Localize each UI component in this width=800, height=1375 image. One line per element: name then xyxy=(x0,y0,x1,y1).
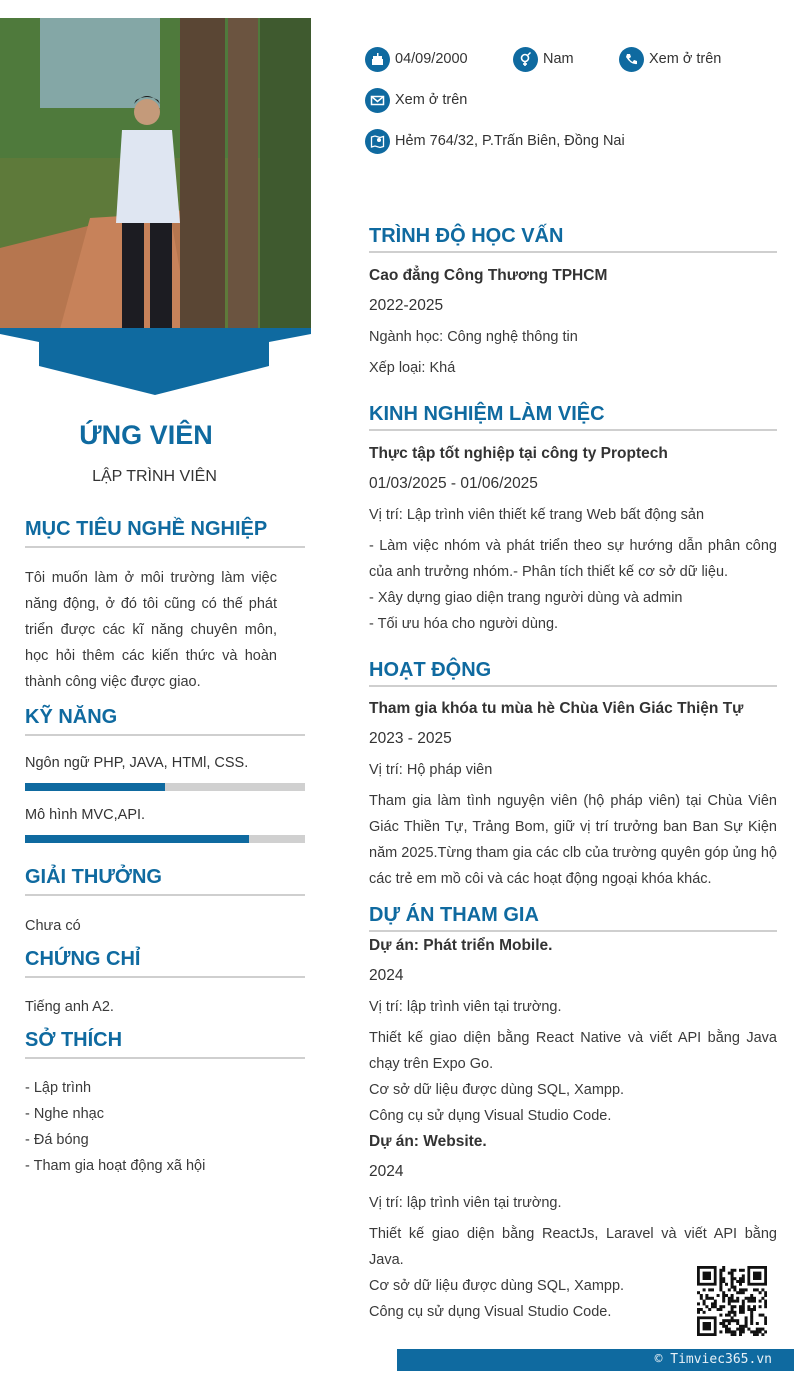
education-period: 2022-2025 xyxy=(369,297,444,314)
activity-name: Tham gia khóa tu mùa hè Chùa Viên Giác Thiện Tự xyxy=(369,700,744,717)
experience-detail: - Tối ưu hóa cho người dùng. xyxy=(369,616,559,632)
experience-detail: - Làm việc nhóm và phát triển theo sự hướng dẫn phân công của anh trưởng nhóm.- Phân tích thiết kế cơ sở dữ liệu. xyxy=(369,538,777,580)
experience-section xyxy=(369,401,777,637)
qr-code xyxy=(697,1266,767,1336)
contact-email xyxy=(365,87,467,113)
project-position: Vị trí: lập trình viên tại trường. xyxy=(369,999,562,1015)
cake-icon xyxy=(365,47,390,72)
certificates-text: Tiếng anh A2. xyxy=(25,999,114,1015)
education-major: Ngành học: Công nghệ thông tin xyxy=(369,329,578,345)
education-title: TRÌNH ĐỘ HỌC VẤN xyxy=(369,223,777,253)
activity-period: 2023 - 2025 xyxy=(369,730,452,747)
skill-name: Mô hình MVC,API. xyxy=(25,807,146,823)
experience-detail: - Xây dựng giao diện trang người dùng và admin xyxy=(369,590,683,606)
contact-gender xyxy=(513,46,574,72)
skill-name: Ngôn ngữ PHP, JAVA, HTMl, CSS. xyxy=(25,755,249,771)
project-name: Dự án: Website. xyxy=(369,1133,487,1150)
phone-icon xyxy=(619,47,644,72)
map-pin-icon xyxy=(365,129,390,154)
hobby-item: - Nghe nhạc xyxy=(25,1106,104,1122)
gender-icon xyxy=(513,47,538,72)
phone-text: Xem ở trên xyxy=(649,51,722,67)
skill-bar-fill xyxy=(25,835,249,843)
contact-birthday xyxy=(365,46,468,72)
hobby-item: - Tham gia hoạt động xã hội xyxy=(25,1158,206,1174)
skill-item xyxy=(25,805,305,843)
activities-title: HOẠT ĐỘNG xyxy=(369,657,777,687)
candidate-job-title: LẬP TRÌNH VIÊN xyxy=(92,468,217,485)
footer-bar xyxy=(397,1349,794,1371)
activities-section xyxy=(369,657,777,892)
project-line: Thiết kế giao diện bằng ReactJs, Laravel và viết API bằng Java. xyxy=(369,1226,777,1268)
project-line: Cơ sở dữ liệu được dùng SQL, Xampp. xyxy=(369,1278,625,1294)
contact-phone xyxy=(619,46,721,72)
education-school: Cao đẳng Công Thương TPHCM xyxy=(369,267,608,284)
project-year: 2024 xyxy=(369,967,404,984)
project-year: 2024 xyxy=(369,1163,404,1180)
experience-company: Thực tập tốt nghiệp tại công ty Proptech xyxy=(369,445,668,462)
objective-text: Tôi muốn làm ở môi trường làm việc năng động, ở đó tôi cũng có thế phát triển được các kĩ năng chuyên môn, học hỏi thêm các kiến thức và hoàn thành công việc được giao. xyxy=(25,570,277,690)
projects-title: DỰ ÁN THAM GIA xyxy=(369,902,777,932)
skills-title: KỸ NĂNG xyxy=(25,704,305,736)
project-position: Vị trí: lập trình viên tại trường. xyxy=(369,1195,562,1211)
certificates-title: CHỨNG CHỈ xyxy=(25,946,305,978)
email-icon xyxy=(365,88,390,113)
objective-title: MỤC TIÊU NGHỀ NGHIỆP xyxy=(25,516,305,548)
hobbies-section xyxy=(25,1027,305,1179)
projects-section xyxy=(369,902,777,1325)
project-name: Dự án: Phát triển Mobile. xyxy=(369,937,553,954)
awards-section xyxy=(25,864,305,939)
hobby-item: - Đá bóng xyxy=(25,1132,89,1148)
activity-description: Tham gia làm tình nguyện viên (hộ pháp viên) tại Chùa Viên Giác Thiền Tự, Trảng Bom, giữ vị trí trưởng ban Ban Sự Kiện năm 2025.Từng tham gia các clb của trường quyên góp ủng hộ các trẻ em mồ côi và các hoạt động ngoại khóa khác. xyxy=(369,793,777,887)
email-text: Xem ở trên xyxy=(395,92,468,108)
education-grade: Xếp loại: Khá xyxy=(369,360,456,376)
project-item xyxy=(369,935,777,1129)
activity-position: Vị trí: Hộ pháp viên xyxy=(369,762,493,778)
project-line: Cơ sở dữ liệu được dùng SQL, Xampp. xyxy=(369,1082,625,1098)
project-line: Thiết kế giao diện bằng React Native và viết API bằng Java chạy trên Expo Go. xyxy=(369,1030,777,1072)
hobby-item: - Lập trình xyxy=(25,1080,92,1096)
skill-bar xyxy=(25,835,305,843)
gender-text: Nam xyxy=(543,51,574,67)
birthday-text: 04/09/2000 xyxy=(395,51,468,67)
photo-ribbon xyxy=(0,328,311,398)
certificates-section xyxy=(25,946,305,1020)
candidate-name: ỨNG VIÊN xyxy=(79,420,213,450)
hobbies-title: SỞ THÍCH xyxy=(25,1027,305,1059)
address-text: Hẻm 764/32, P.Trấn Biên, Đồng Nai xyxy=(395,133,625,149)
awards-text: Chưa có xyxy=(25,918,81,934)
skills-section xyxy=(25,704,305,843)
skill-bar xyxy=(25,783,305,791)
footer-brand: © Timviec365.vn xyxy=(654,1352,772,1367)
project-line: Công cụ sử dụng Visual Studio Code. xyxy=(369,1108,612,1124)
objective-section xyxy=(25,516,305,695)
experience-title: KINH NGHIỆM LÀM VIỆC xyxy=(369,401,777,431)
skill-bar-fill xyxy=(25,783,165,791)
project-line: Công cụ sử dụng Visual Studio Code. xyxy=(369,1304,612,1320)
experience-period: 01/03/2025 - 01/06/2025 xyxy=(369,475,538,492)
contact-address xyxy=(365,128,625,154)
profile-photo xyxy=(0,18,311,329)
skill-item xyxy=(25,753,305,791)
experience-position: Vị trí: Lập trình viên thiết kế trang Web bất động sản xyxy=(369,507,705,523)
awards-title: GIẢI THƯỞNG xyxy=(25,864,305,896)
education-section xyxy=(369,223,777,381)
